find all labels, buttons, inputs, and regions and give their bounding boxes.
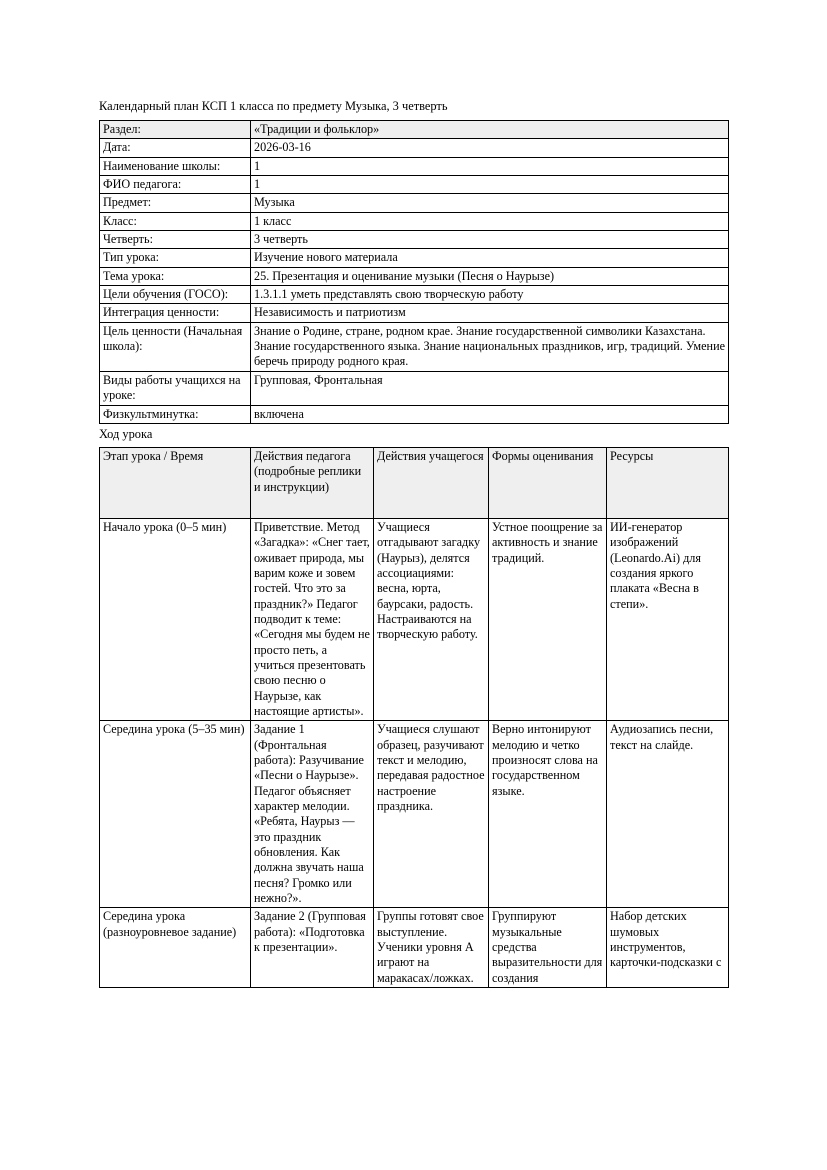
table-row <box>100 176 729 194</box>
table-row <box>100 194 729 212</box>
info-value: Независимость и патриотизм <box>251 304 729 322</box>
table-row <box>100 322 729 371</box>
info-value: 2026-03-16 <box>251 139 729 157</box>
table-row <box>100 286 729 304</box>
lesson-flow-table-head <box>100 447 729 518</box>
info-label: Физкультминутка: <box>100 405 251 423</box>
table-row <box>100 212 729 230</box>
table-row <box>100 721 729 908</box>
info-label: Раздел: <box>100 121 251 139</box>
table-row <box>100 249 729 267</box>
cell-teacher-actions: Задание 2 (Групповая работа): «Подготовка к презентации». <box>251 908 374 988</box>
table-row <box>100 518 729 720</box>
table-header-row <box>100 447 729 518</box>
table-row <box>100 121 729 139</box>
cell-assessment: Устное поощрение за активность и знание традиций. <box>489 518 607 720</box>
table-row <box>100 405 729 423</box>
cell-stage: Середина урока (разноуровневое задание) <box>100 908 251 988</box>
info-label: Цель ценности (Начальная школа): <box>100 322 251 371</box>
info-value: Изучение нового материала <box>251 249 729 267</box>
cell-teacher-actions: Приветствие. Метод «Загадка»: «Снег тает, оживает природа, мы варим коже и зовем гостей. Что это за праздник?» Педагог подводит к теме: «Сегодня мы будем не просто петь, а учиться презентовать свою песню о Наурызе, как настоящие артисты». <box>251 518 374 720</box>
document-content <box>99 98 728 988</box>
lesson-flow-table <box>99 447 729 988</box>
cell-teacher-actions: Задание 1 (Фронтальная работа): Разучивание «Песни о Наурызе». Педагог объясняет характер мелодии. «Ребята, Наурыз — это праздник обновления. Как должна звучать наша песня? Громко или нежно?». <box>251 721 374 908</box>
info-value: «Традиции и фольклор» <box>251 121 729 139</box>
cell-student-actions: Группы готовят свое выступление. Ученики уровня А играют на маракасах/ложках. <box>374 908 489 988</box>
info-value: Знание о Родине, стране, родном крае. Знание государственной символики Казахстана. Знание государственного языка. Знание национальных праздников, игр, традиций. Умение беречь природу родного края. <box>251 322 729 371</box>
info-value: 1 <box>251 157 729 175</box>
table-row <box>100 908 729 988</box>
page-title: Календарный план КСП 1 класса по предмету Музыка, 3 четверть <box>99 99 448 113</box>
info-label: Тип урока: <box>100 249 251 267</box>
info-value: Музыка <box>251 194 729 212</box>
table-row <box>100 231 729 249</box>
table-row <box>100 157 729 175</box>
cell-assessment: Верно интонируют мелодию и четко произносят слова на государственном языке. <box>489 721 607 908</box>
cell-assessment: Группируют музыкальные средства выразительности для создания <box>489 908 607 988</box>
table-row <box>100 371 729 405</box>
lesson-flow-label: Ход урока <box>99 426 153 441</box>
cell-stage: Середина урока (5–35 мин) <box>100 721 251 908</box>
column-header-student-actions: Действия учащегося <box>374 447 489 518</box>
info-label: ФИО педагога: <box>100 176 251 194</box>
info-label: Наименование школы: <box>100 157 251 175</box>
info-label: Виды работы учащихся на уроке: <box>100 371 251 405</box>
lesson-info-table <box>99 120 729 424</box>
column-header-assessment: Формы оценивания <box>489 447 607 518</box>
info-value: 1.3.1.1 уметь представлять свою творческую работу <box>251 286 729 304</box>
cell-resources: Аудиозапись песни, текст на слайде. <box>607 721 729 908</box>
info-value: 25. Презентация и оценивание музыки (Песня о Наурызе) <box>251 267 729 285</box>
cell-resources: Набор детских шумовых инструментов, карточки-подсказки с <box>607 908 729 988</box>
info-value: включена <box>251 405 729 423</box>
info-value: 3 четверть <box>251 231 729 249</box>
info-value: 1 <box>251 176 729 194</box>
info-label: Тема урока: <box>100 267 251 285</box>
info-label: Интеграция ценности: <box>100 304 251 322</box>
column-header-teacher-actions: Действия педагога (подробные реплики и инструкции) <box>251 447 374 518</box>
info-label: Четверть: <box>100 231 251 249</box>
info-value: Групповая, Фронтальная <box>251 371 729 405</box>
lesson-flow-table-body <box>100 518 729 987</box>
info-label: Цели обучения (ГОСО): <box>100 286 251 304</box>
table-row <box>100 267 729 285</box>
table-row <box>100 304 729 322</box>
info-label: Предмет: <box>100 194 251 212</box>
column-header-resources: Ресурсы <box>607 447 729 518</box>
info-value: 1 класс <box>251 212 729 230</box>
cell-resources: ИИ-генератор изображений (Leonardo.Ai) для создания яркого плаката «Весна в степи». <box>607 518 729 720</box>
info-label: Дата: <box>100 139 251 157</box>
table-row <box>100 139 729 157</box>
cell-stage: Начало урока (0–5 мин) <box>100 518 251 720</box>
column-header-stage: Этап урока / Время <box>100 447 251 518</box>
cell-student-actions: Учащиеся слушают образец, разучивают текст и мелодию, передавая радостное настроение праздника. <box>374 721 489 908</box>
lesson-info-table-body <box>100 121 729 424</box>
info-label: Класс: <box>100 212 251 230</box>
cell-student-actions: Учащиеся отгадывают загадку (Наурыз), делятся ассоциациями: весна, юрта, баурсаки, радость. Настраиваются на творческую работу. <box>374 518 489 720</box>
